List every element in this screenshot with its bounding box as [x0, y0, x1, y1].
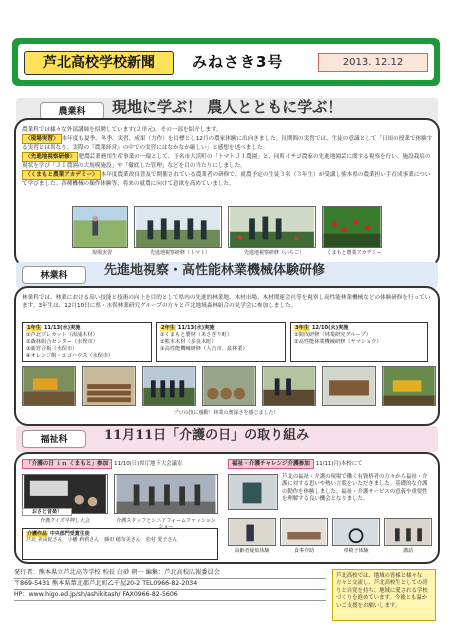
- agri-item-tag: 〈くまもと農業アカデミー〉: [22, 170, 101, 180]
- agri-item: [22, 152, 434, 170]
- forest-grade-box: [290, 322, 428, 362]
- recipient: 松村 愛子さん: [145, 537, 178, 544]
- grade-date: 12/10(火)実施: [311, 325, 349, 331]
- photo-forest-7: [382, 366, 436, 406]
- agri-caption: くまもと農業アカデミー: [326, 250, 382, 256]
- quiz-label: おさと音楽！: [22, 508, 72, 516]
- photo-forest-5: [262, 366, 316, 406]
- forest-body: [22, 294, 434, 310]
- welfare-photo-row: [228, 518, 432, 546]
- photo-talk: [384, 518, 432, 546]
- agri-caption: 先進地視察研修（トマト）: [149, 250, 210, 256]
- agri-item-tag: 〈現場実習〉: [22, 134, 62, 144]
- forest-photo-row: [22, 366, 436, 406]
- photo-forest-4: [202, 366, 256, 406]
- agri-photo-row: [72, 206, 382, 248]
- photo-wheelchair: [332, 518, 380, 546]
- welfare-right-date: 11/11(月)本校にて: [315, 461, 363, 467]
- photo-lecture: [228, 474, 278, 510]
- fashion-caption: 介護スタッフとシニアフォームファッション: [116, 518, 216, 524]
- masthead-inner: [18, 44, 434, 80]
- footer-address: 〒869-5431 熊本県葦北郡芦北町乙千屋20-2 TEL0966-82-2034: [14, 579, 326, 590]
- agri-item-text: 本年度も夏季、冬季、実習、成果（力作）を目標とし12月の農家体験に出向きました。長期間の実習では、生徒の意識として「日頃の授業で体験する実習とは異なり、実際の『農業経営』の中での実習にはなかなか厳しい」と感想を述べました。: [22, 136, 433, 151]
- forest-box-line: ③新宮合板（水俣市）: [26, 346, 78, 352]
- forest-intro: 林業科では、林業における高い技能と技術の向上を目的として県内の先進的林業地、木材市場、木材関連会社等を視察し高性能林業機械などの体験研修を行っています。3年生は、12月10日に県・水俣林業研究グループの方々と芦北地域森林組合の見学会に参加しました。: [22, 295, 431, 309]
- forest-box-head: [294, 325, 424, 332]
- forest-box-line: ②森林組合センター（水俣市）: [26, 339, 98, 345]
- agri-section: [14, 118, 440, 268]
- agri-section-title: 現地に学ぶ！ 農人とともに学ぶ！: [112, 98, 343, 116]
- agri-caption: 先進地視察研修（いちご）: [243, 250, 304, 256]
- photo-strawberry-visit: [228, 206, 316, 248]
- welfare-right-header: [228, 460, 432, 468]
- agri-item-text: 肥農芸業務用生産事業の一環として、玉名市大浜町の「トマトＪＩ農園」と、同町イチゴ農家の先進地園芸に関する視察を行い、施設栽培の現状を学び「ＪＩ農園の大規模施設」や「徹底した管理」などを目の当たりにしました。: [22, 154, 431, 169]
- agri-section-label: 農業科: [40, 102, 104, 120]
- forest-grade-box: [22, 322, 152, 362]
- photo-meal-assist: [280, 518, 328, 546]
- forest-box-line: ④オレンジ館・エコハウス（水俣市）: [26, 353, 114, 359]
- agri-item: [22, 170, 434, 188]
- agri-item-text: 本年度農業改良普及で開催されている農業者の研修で、就農予定の生徒３名（３年生）が受講し熊本県の農業担い手育成事業について学びました。各種機械の操作体験等、将来の就農に向けて意欲を高めていました。: [22, 172, 431, 187]
- forest-caption: プロの技に感動！林業の奥深さを感じました！: [173, 410, 279, 416]
- footer: [14, 568, 326, 601]
- masthead: [12, 38, 440, 86]
- agri-caption: 現場実習: [91, 250, 112, 256]
- welfare-right-caption: 高齢者疑似体験: [234, 548, 270, 554]
- recipient-row: [26, 537, 214, 543]
- agri-body: [22, 126, 434, 188]
- agri-item: [22, 134, 434, 152]
- welfare-section-label: 福祉科: [22, 430, 86, 448]
- grade-date: 11/13(水)実施: [43, 325, 81, 331]
- welfare-section: [14, 452, 440, 564]
- recipient: 中央部門受賞生徒: [49, 531, 90, 537]
- agri-item-tag: 〈先進地視察研修〉: [22, 152, 78, 162]
- photo-forest-6: [322, 366, 376, 406]
- recipients-box: [22, 528, 218, 560]
- welfare-right-text: 芦北の福祉・介護の現場で働く有資格者の方々から福祉・介護に対する思いや熱い言葉をいただきました。基礎的な介護の動作を体験しました。福祉・介護サービスの意義や重要性を理解する良い機会となりました。: [282, 474, 428, 503]
- forest-box-line: ②熊本木材（多良木町）: [160, 339, 217, 345]
- school-name-badge: 芦北高校学校新聞: [24, 51, 174, 75]
- welfare-right-tag: 福祉・介護チャレンジ介護参加: [228, 459, 314, 469]
- photo-field-practice: [72, 206, 128, 248]
- forest-box-head: [26, 325, 148, 332]
- grade-label: 2年生: [161, 325, 175, 331]
- photo-tomato-visit: [134, 206, 222, 248]
- photo-fashion-show: [114, 474, 218, 514]
- photo-forest-1: [22, 366, 76, 406]
- grade-label: 1年生: [27, 325, 41, 331]
- forest-box-line: ①くまもと製材（あさぎり町）: [160, 332, 233, 338]
- newspaper-title: みねさき3号: [192, 53, 284, 71]
- welfare-right-caption: 食事介助: [293, 548, 314, 554]
- recipient: 小幡 莉莉さん: [67, 537, 100, 544]
- forest-box-head: [160, 325, 282, 332]
- welfare-right-caption: 講話: [402, 548, 413, 554]
- grade-date: 11/13(水)実施: [177, 325, 215, 331]
- welfare-section-title: 11月11日「介護の日」の取り組み: [104, 428, 310, 443]
- forest-section-title: 先進地視察・高性能林業機械体験研修: [104, 263, 326, 278]
- forest-section: [14, 286, 440, 426]
- quiz-caption: 介護クイズ早押し大会: [40, 518, 90, 524]
- recipient: 芦北 美由紀さん: [26, 537, 63, 544]
- footer-web: HP：www.higo.ed.jp/sh/ashikitash/ FAX0966-82-5606: [14, 590, 326, 601]
- photo-elderly-sim: [228, 518, 276, 546]
- forest-box-line: ①間伐研修（林業研究グループ）: [294, 332, 371, 338]
- footer-publisher: 発行者：熊本県立芦北高等学校 校長 白砂 朝一 編集：芦北高校広報委員会: [14, 568, 326, 579]
- agri-intro: 農業科では様々な外部講師を招聘しています(２単元)。その一部を紹介します。: [22, 127, 222, 133]
- footer-note: 芦北高校では、地域の皆様と様々な方々と交流し、芦北高校生としての誇りと自覚を持ち、地域に愛される学校づくりを進めています。今後とも温かいご支援をお願いします。: [332, 569, 436, 621]
- issue-date: 2013. 12.12: [318, 53, 428, 72]
- forest-box-line: ③高性能機械研修（人吉市、泉林業）: [160, 346, 248, 352]
- forest-grade-box: [156, 322, 286, 362]
- forest-box-line: ①芦北プレカット（湯浦木材）: [26, 332, 98, 338]
- recipients-head-label: 介護作品: [27, 531, 48, 537]
- forest-box-line: ②高性能林業機械研修（ヤマショウ）: [294, 339, 382, 345]
- photo-forest-3: [142, 366, 196, 406]
- photo-forest-2: [82, 366, 136, 406]
- forest-section-label: 林業科: [22, 266, 86, 284]
- photo-agri-academy: [322, 206, 382, 248]
- recipient: 藤田 穂奈美さん: [104, 537, 141, 544]
- welfare-left-header: [22, 460, 182, 468]
- grade-label: 3年生: [295, 325, 309, 331]
- welfare-right-caption: 車椅子体験: [343, 548, 369, 554]
- welfare-left-tag: 「介護の日 ｉｎ くまもと」参加: [22, 459, 112, 469]
- welfare-left-text: 11/10(日)県庁地下大会議室: [114, 461, 183, 467]
